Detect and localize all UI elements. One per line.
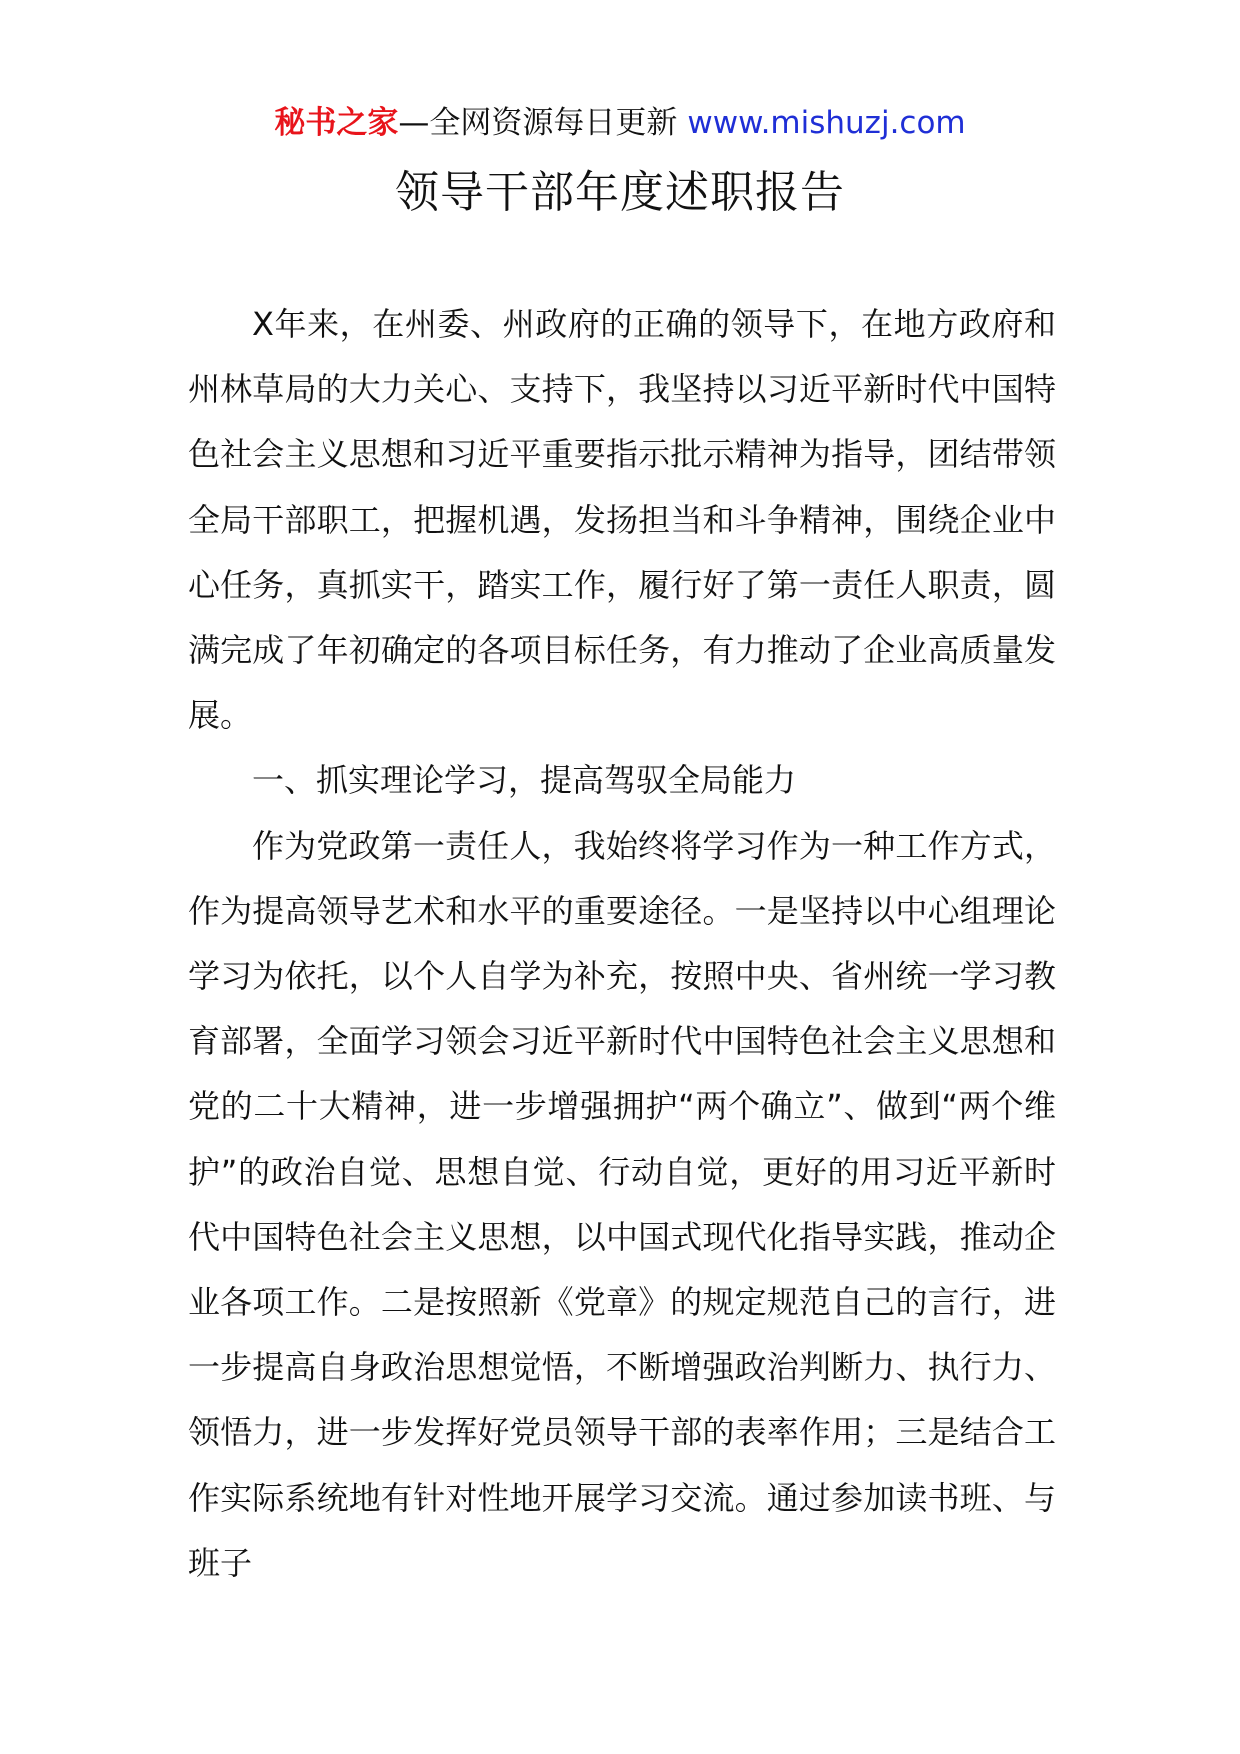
- body-paragraph: 作为党政第一责任人，我始终将学习作为一种工作方式，作为提高领导艺术和水平的重要途径。一是坚持以中心组理论学习为依托，以个人自学为补充，按照中央、省州统一学习教育部署，全面学习领会习近平新时代中国特色社会主义思想和党的二十大精神，进一步增强拥护“两个确立”、做到“两个维护”的政治自觉、思想自觉、行动自觉，更好的用习近平新时代中国特色社会主义思想，以中国式现代化指导实践，推动企业各项工作。二是按照新《党章》的规定规范自己的言行，进一步提高自身政治思想觉悟，不断增强政治判断力、执行力、领悟力，进一步发挥好党员领导干部的表率作用；三是结合工作实际系统地有针对性地开展学习交流。通过参加读书班、与班子: [188, 826, 1056, 1582]
- brand-name: 秘书之家: [274, 105, 399, 141]
- site-url-link[interactable]: www.mishuzj.com: [687, 105, 966, 141]
- document-title: 领导干部年度述职报告: [395, 167, 845, 218]
- header-slogan: —全网资源每日更新: [398, 105, 678, 141]
- document-body: [188, 292, 1056, 1596]
- intro-paragraph: X年来，在州委、州政府的正确的领导下，在地方政府和州林草局的大力关心、支持下，我坚持以习近平新时代中国特色社会主义思想和习近平重要指示批示精神为指导，团结带领全局干部职工，把握机遇，发扬担当和斗争精神，围绕企业中心任务，真抓实干，踏实工作，履行好了第一责任人职责，圆满完成了年初确定的各项目标任务，有力推动了企业高质量发展。: [188, 305, 1056, 735]
- section-heading: 一、抓实理论学习，提高驾驭全局能力: [252, 761, 797, 800]
- header-banner: [0, 100, 1240, 146]
